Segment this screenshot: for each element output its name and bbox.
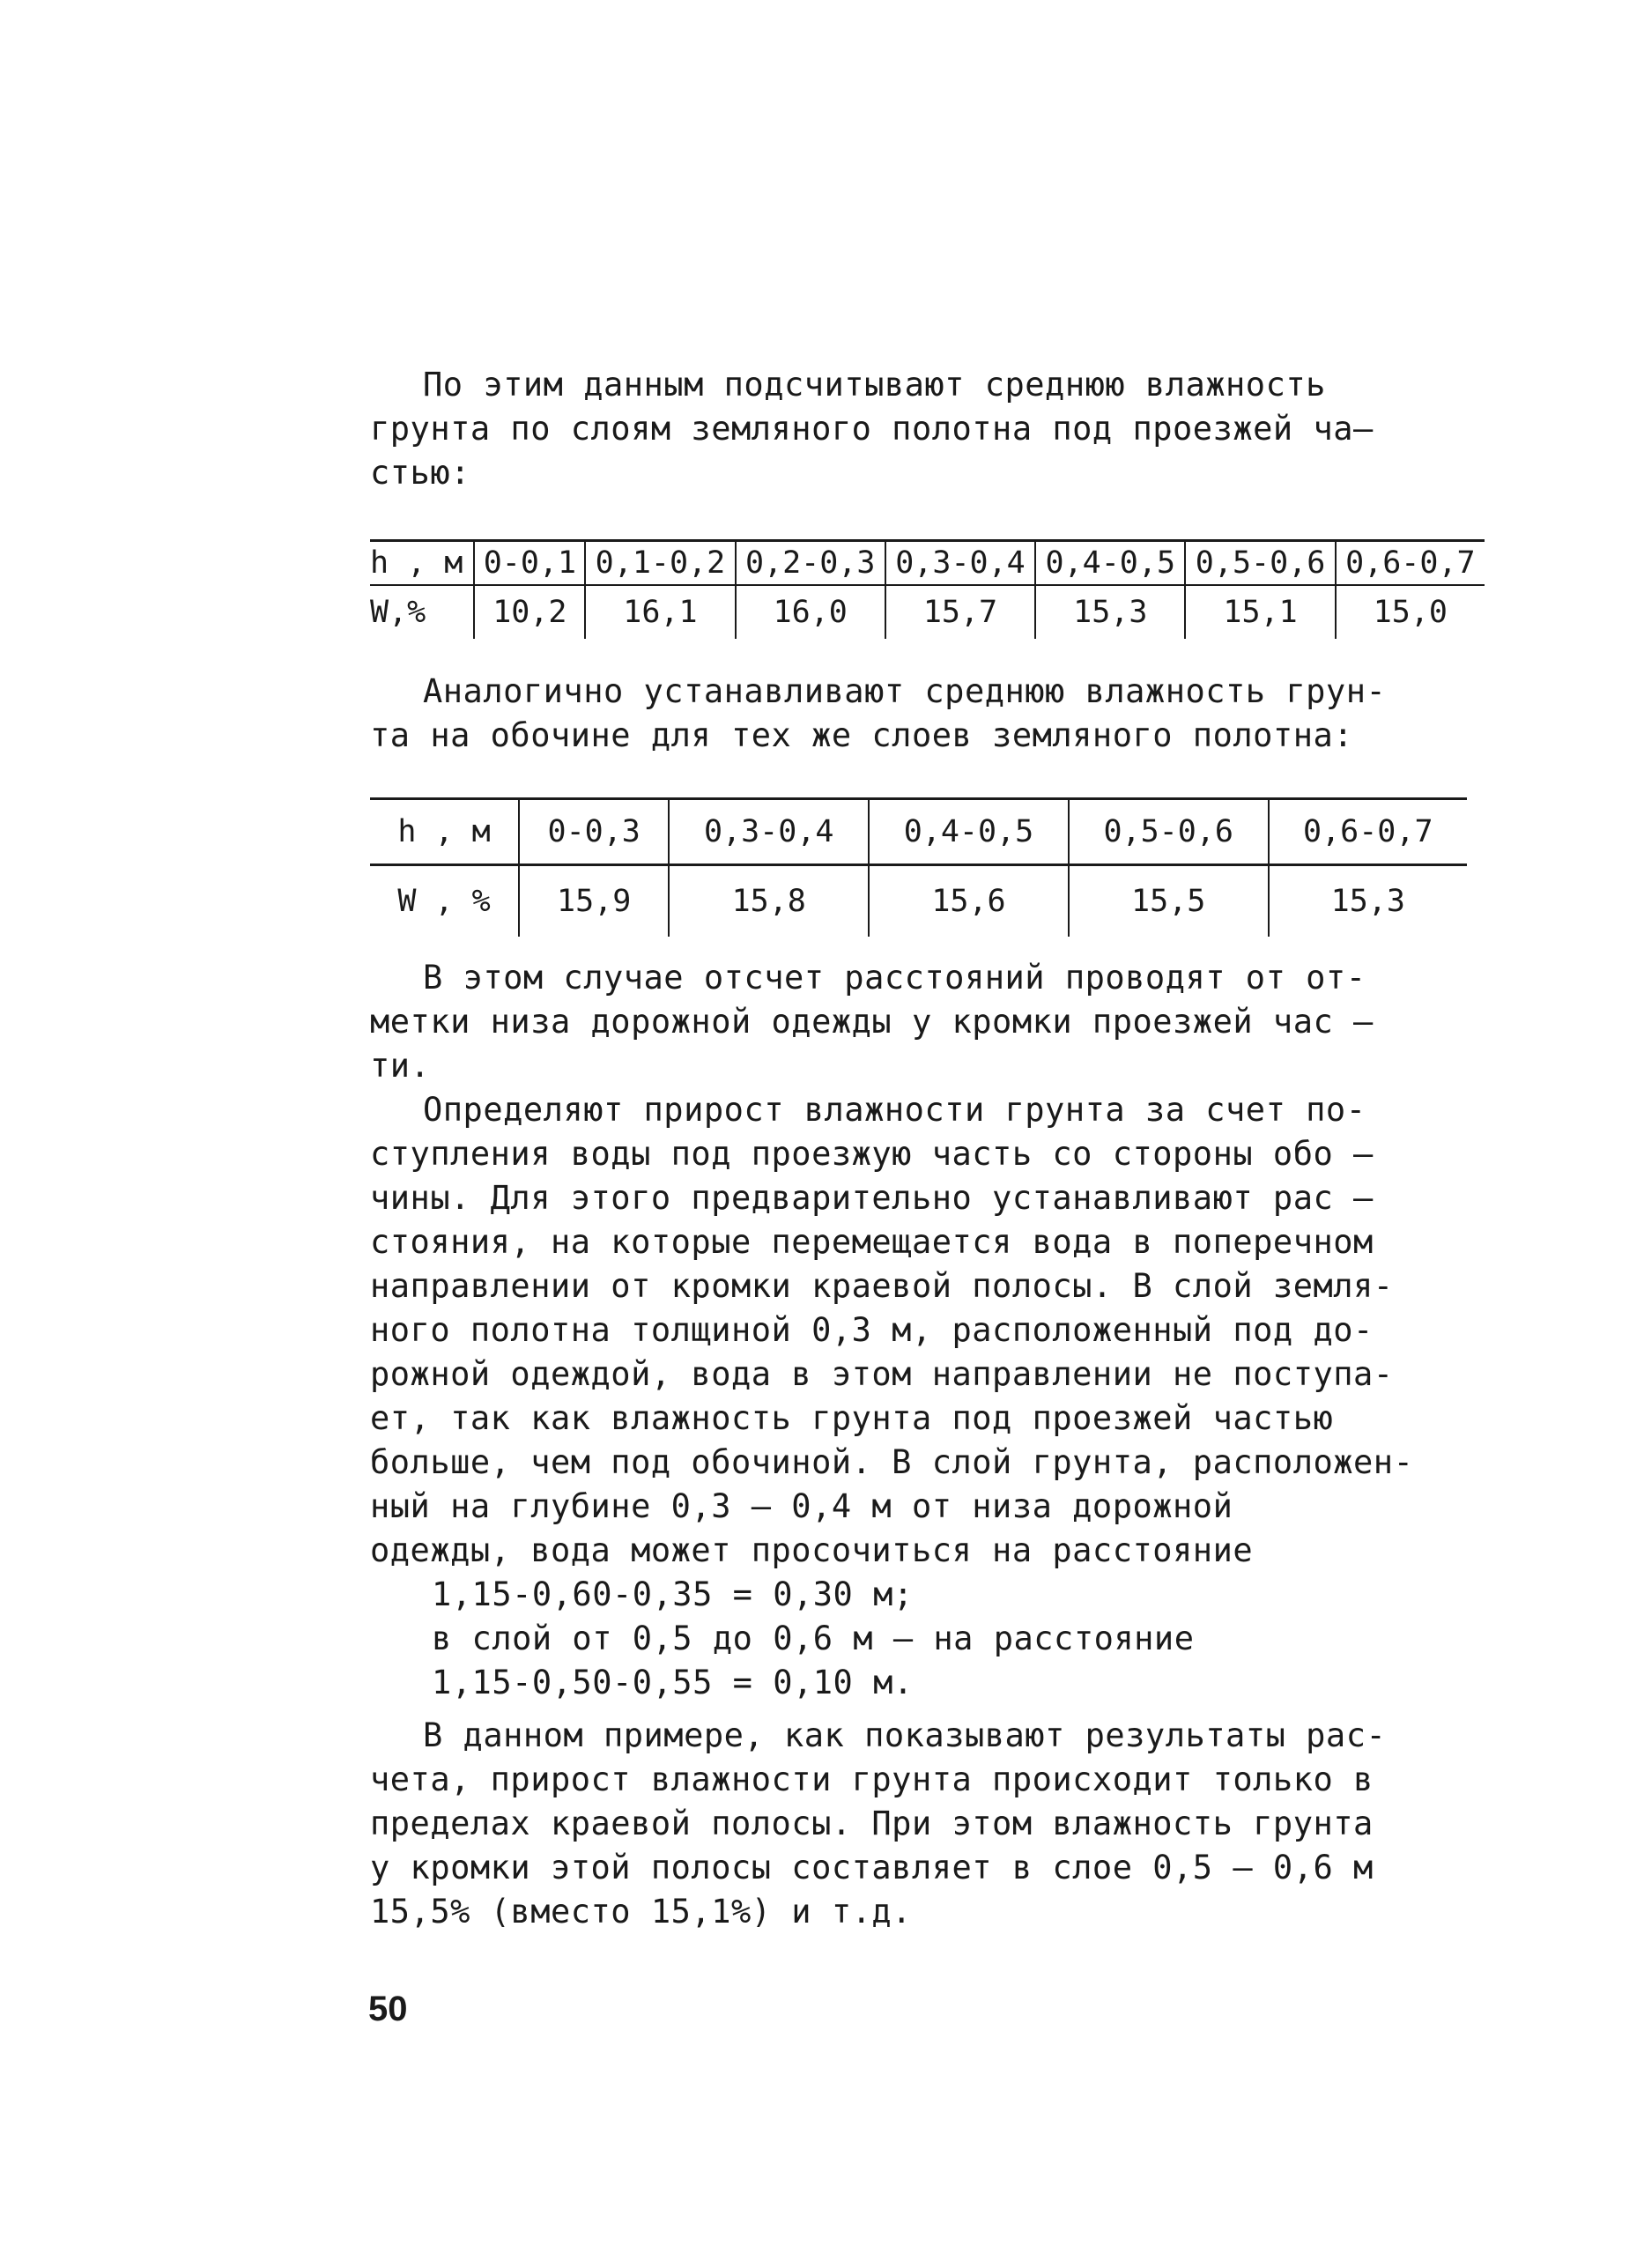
paragraph-line: Определяют прирост влажности грунта за счет по- [423, 1091, 1366, 1129]
table-cell: 16,0 [736, 585, 885, 639]
moisture-table-shoulder [370, 797, 1467, 937]
paragraph-line: В данном примере, как показывают результаты рас- [423, 1716, 1387, 1754]
table-cell: 15,3 [1035, 585, 1185, 639]
paragraph-line: стояния, на которые перемещается вода в поперечном [370, 1223, 1374, 1261]
paragraph-line: одежды, вода может просочиться на расстояние [370, 1531, 1254, 1569]
moisture-table-roadway [370, 539, 1485, 639]
table-cell: 15,9 [519, 865, 669, 938]
table-cell: W , % [397, 884, 491, 919]
table-header-cell: 0,5-0,6 [1185, 541, 1335, 586]
table-header-cell: 0,3-0,4 [669, 799, 869, 865]
table-cell: 10,2 [474, 585, 585, 639]
table-header-cell: 0,1-0,2 [585, 541, 735, 586]
table-cell: 15,8 [669, 865, 869, 938]
paragraph-line: Аналогично устанавливают среднюю влажность грун- [423, 672, 1387, 710]
formula-distance-2: 1,15-0,50-0,55 = 0,10 м. [432, 1664, 914, 1701]
paragraph-line: рожной одеждой, вода в этом направлении не поступа- [370, 1355, 1394, 1393]
formula-distance-1: 1,15-0,60-0,35 = 0,30 м; [432, 1575, 914, 1613]
table-cell: 15,7 [885, 585, 1035, 639]
page-number: 50 [368, 1990, 408, 2028]
formula-layer-text: в слой от 0,5 до 0,6 м – на расстояние [432, 1619, 1195, 1657]
paragraph-line: ного полотна толщиной 0,3 м, расположенный под до- [370, 1311, 1374, 1349]
table-cell: 15,5 [1069, 865, 1269, 938]
table-header-cell: 0-0,3 [519, 799, 669, 865]
paragraph-line: пределах краевой полосы. При этом влажность грунта [370, 1805, 1374, 1842]
table-row [370, 865, 1467, 938]
table-cell: 15,6 [869, 865, 1069, 938]
paragraph-line: у кромки этой полосы составляет в слое 0,5 – 0,6 м [370, 1849, 1374, 1886]
paragraph-line: ный на глубине 0,3 – 0,4 м от низа дорожной [370, 1487, 1233, 1525]
table-cell: 15,1 [1185, 585, 1335, 639]
table-header-cell: 0,6-0,7 [1269, 799, 1467, 865]
table-cell: W,% [370, 595, 426, 630]
paragraph-line: направлении от кромки краевой полосы. В слой земля- [370, 1267, 1394, 1305]
table-header-row [370, 541, 1485, 586]
paragraph-line: ступления воды под проезжую часть со стороны обо – [370, 1135, 1374, 1173]
paragraph-moisture-increase [370, 1088, 1414, 1573]
table-header-cell: 0,5-0,6 [1069, 799, 1269, 865]
table-header-cell: 0,6-0,7 [1336, 541, 1485, 586]
table-header-cell: 0-0,1 [474, 541, 585, 586]
paragraph-line: ет, так как влажность грунта под проезжей частью [370, 1399, 1334, 1437]
paragraph-line: 15,5% (вместо 15,1%) и т.д. [370, 1893, 912, 1931]
table-header-cell: h , м [370, 799, 519, 865]
intro-line-3: стью: [370, 454, 470, 492]
paragraph-line: та на обочине для тех же слоев земляного полотна: [370, 716, 1354, 754]
table-header-cell: 0,2-0,3 [736, 541, 885, 586]
paragraph-shoulder [370, 670, 1387, 758]
paragraph-line: чета, прирост влажности грунта происходит только в [370, 1760, 1374, 1798]
intro-line-2: грунта по слоям земляного полотна под проезжей ча– [370, 410, 1374, 448]
table-header-cell: 0,4-0,5 [869, 799, 1069, 865]
paragraph-distance-origin [370, 956, 1374, 1088]
table-header-cell: h , м [370, 541, 474, 586]
paragraph-line: метки низа дорожной одежды у кромки проезжей час – [370, 1003, 1374, 1041]
table-cell: 15,0 [1336, 585, 1485, 639]
intro-paragraph [370, 363, 1374, 495]
table-cell: 15,3 [1269, 865, 1467, 938]
paragraph-conclusion [370, 1714, 1387, 1934]
intro-line-1: По этим данным подсчитывают среднюю влажность [423, 366, 1326, 404]
table-row [370, 585, 1485, 639]
paragraph-line: чины. Для этого предварительно устанавливают рас – [370, 1179, 1374, 1217]
table-header-row [370, 799, 1467, 865]
table-header-cell: 0,3-0,4 [885, 541, 1035, 586]
paragraph-line: больше, чем под обочиной. В слой грунта, расположен- [370, 1443, 1414, 1481]
paragraph-line: В этом случае отсчет расстояний проводят от от- [423, 959, 1366, 997]
table-cell: 16,1 [585, 585, 735, 639]
table-header-cell: 0,4-0,5 [1035, 541, 1185, 586]
paragraph-line: ти. [370, 1047, 431, 1085]
